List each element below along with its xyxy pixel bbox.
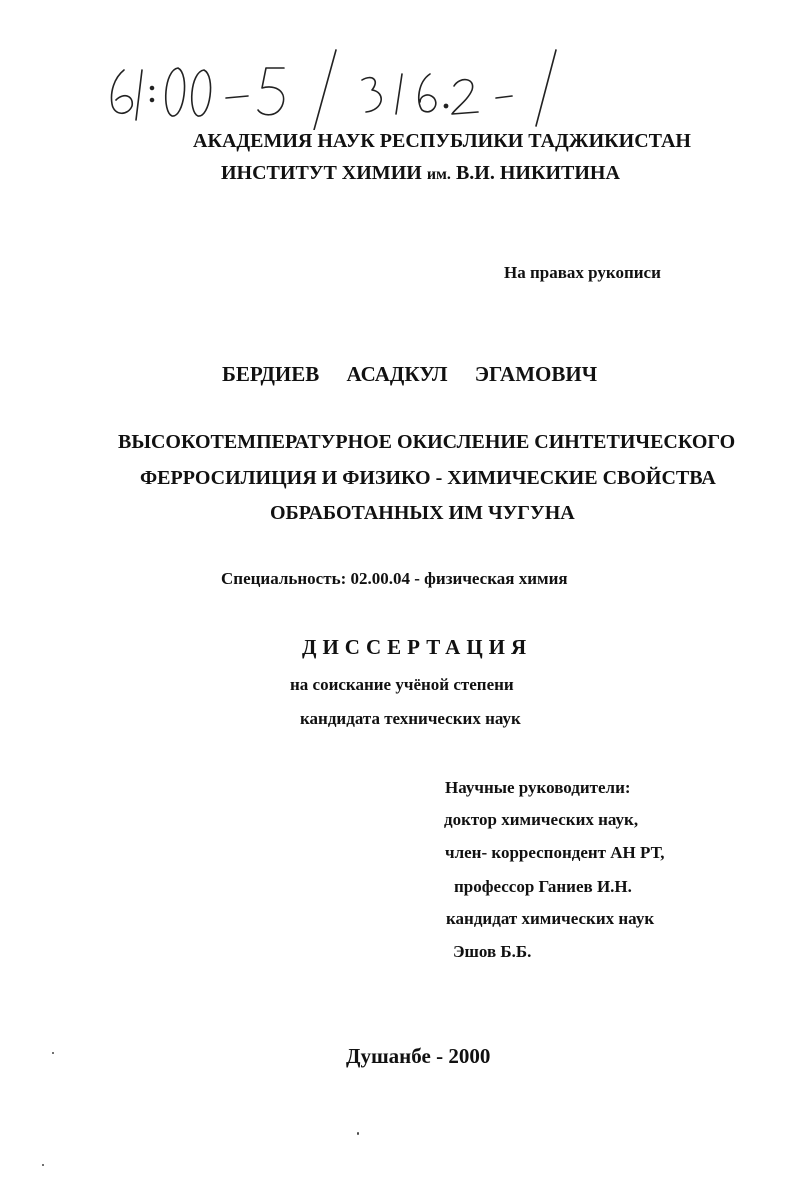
- author-first-name: АСАДКУЛ: [346, 362, 448, 386]
- degree-line-1: на соискание учёной степени: [290, 675, 514, 694]
- scan-speck: [357, 1132, 359, 1135]
- institute-person: В.И. НИКИТИНА: [455, 162, 620, 184]
- advisor-line-1: доктор химических наук,: [444, 810, 639, 829]
- author-surname: БЕРДИЕВ: [222, 362, 320, 386]
- author-patronymic: ЭГАМОВИЧ: [474, 362, 598, 386]
- advisors-heading: Научные руководители:: [445, 778, 631, 797]
- advisor-line-3: профессор Ганиев И.Н.: [454, 877, 632, 896]
- scan-speck: [42, 1164, 44, 1166]
- title-line-1: ВЫСОКОТЕМПЕРАТУРНОЕ ОКИСЛЕНИЕ СИНТЕТИЧЕСКОГО: [118, 431, 736, 453]
- advisor-line-4: кандидат химических наук: [446, 909, 655, 928]
- manuscript-note: На правах рукописи: [504, 263, 661, 282]
- institute-name: [221, 163, 620, 183]
- place-year: Душанбе - 2000: [346, 1044, 491, 1068]
- advisor-line-2: член- корреспондент АН РТ,: [445, 843, 665, 862]
- title-line-3: ОБРАБОТАННЫХ ИМ ЧУГУНА: [270, 502, 575, 524]
- scan-speck: [52, 1052, 54, 1054]
- academy-name: АКАДЕМИЯ НАУК РЕСПУБЛИКИ ТАДЖИКИСТАН: [193, 130, 691, 152]
- specialty: Специальность: 02.00.04 - физическая химия: [221, 569, 568, 588]
- institute-main: ИНСТИТУТ ХИМИИ: [221, 162, 422, 184]
- dissertation-heading: ДИССЕРТАЦИЯ: [302, 635, 533, 659]
- handwriting-drawing: [100, 30, 620, 130]
- author-name: [222, 364, 597, 385]
- handwritten-archive-mark: [100, 30, 620, 130]
- institute-abbr: им.: [426, 166, 451, 183]
- degree-line-2: кандидата технических наук: [300, 709, 521, 728]
- title-line-2: ФЕРРОСИЛИЦИЯ И ФИЗИКО - ХИМИЧЕСКИЕ СВОЙСТВА: [140, 467, 716, 489]
- advisor-line-5: Эшов Б.Б.: [453, 942, 532, 961]
